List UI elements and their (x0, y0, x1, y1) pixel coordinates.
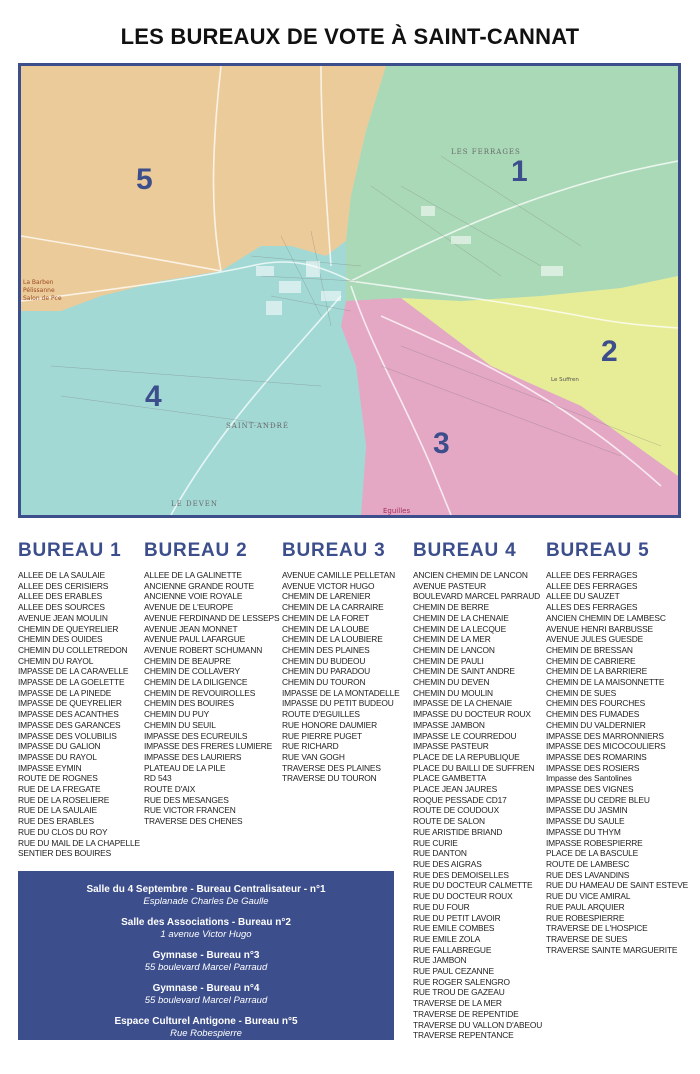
street-name: PLACE DE LA REPUBLIQUE (413, 751, 520, 762)
street-name: ROUTE DE ROGNES (18, 773, 98, 784)
voting-districts-map (18, 63, 681, 518)
street-name: IMPASSE DU DOCTEUR ROUX (413, 709, 531, 720)
street-name: RUE ROBESPIERRE (546, 912, 625, 923)
street-name: TRAVERSE DU TOURON (282, 773, 377, 784)
street-name: BOULEVARD MARCEL PARRAUD (413, 591, 541, 602)
street-name: AVENUE DE L'EUROPE (144, 602, 234, 613)
street-name: CHEMIN DES PLAINES (282, 644, 370, 655)
street-name: CHEMIN DU RAYOL (18, 655, 94, 666)
street-name: ROUTE DE SALON (413, 816, 485, 827)
bureau-4-list (413, 540, 542, 1041)
polling-station-title: Salle du 4 Septembre - Bureau Centralisateur - n°1 (86, 884, 326, 895)
bureau-1-streets (18, 570, 140, 859)
street-name: ALLEE DE LA SAULAIE (18, 570, 105, 580)
polling-station-2 (18, 917, 394, 940)
street-name: IMPASSE DU PETIT BUDEOU (282, 698, 394, 709)
street-name: IMPASSE DE LA PINEDE (18, 687, 112, 698)
street-name: AVENUE JULES GUESDE (546, 634, 644, 645)
street-name: CHEMIN DU BUDEOU (282, 655, 366, 666)
street-name: IMPASSE DES ROMARINS (546, 751, 647, 762)
street-name: RUE CURIE (413, 837, 458, 848)
street-name: RUE ROGER SALENGRO (413, 976, 510, 987)
polling-station-address: Esplanade Charles De Gaulle (143, 896, 269, 907)
map-label-ferrages: LES FERRAGES (451, 148, 521, 156)
street-name: CHEMIN DE SUES (546, 687, 617, 698)
street-name: IMPASSE DU THYM (546, 826, 621, 837)
street-name: ANCIENNE GRANDE ROUTE (144, 580, 254, 591)
street-name: AVENUE HENRI BARBUSSE (546, 623, 653, 634)
street-name: IMPASSE DES ECUREUILS (144, 730, 248, 741)
street-name: RUE DU MAIL DE LA CHAPELLE (18, 837, 140, 848)
street-name: AVENUE VICTOR HUGO (282, 580, 375, 591)
street-name: RUE DE LA FREGATE (18, 784, 101, 795)
street-name: RUE DES DEMOISELLES (413, 869, 509, 880)
street-name: CHEMIN DE LA LOUBIERE (282, 634, 383, 645)
street-name: RUE DU DOCTEUR ROUX (413, 891, 513, 902)
polling-station-title: Gymnase - Bureau n°4 (152, 983, 260, 994)
map-label-eguilles: Eguilles (383, 507, 411, 515)
bureau-5-list (546, 540, 688, 955)
street-name: TRAVERSE REPENTANCE (413, 1030, 514, 1041)
street-name: AVENUE JEAN MOULIN (18, 612, 108, 623)
bureau-5-heading: BUREAU 5 (546, 540, 650, 561)
street-name: TRAVERSE DES CHENES (144, 816, 243, 827)
street-name: TRAVERSE DE L'HOSPICE (546, 923, 648, 934)
map-label-pelissanne: Pélissanne (23, 287, 55, 294)
street-name: RUE JAMBON (413, 955, 467, 966)
street-name: TRAVERSE DE REPENTIDE (413, 1008, 519, 1019)
polling-station-address: 1 avenue Victor Hugo (160, 929, 252, 940)
street-name: ROUTE D'EGUILLES (282, 709, 360, 720)
street-name: CHEMIN DES FUMADES (546, 709, 640, 720)
street-name: RUE DU HAMEAU DE SAINT ESTEVE (546, 880, 689, 891)
street-name: CHEMIN DE SAINT ANDRE (413, 666, 515, 677)
street-name: CHEMIN DE LA CARRAIRE (282, 602, 384, 613)
street-name: RUE EMILE ZOLA (413, 933, 481, 944)
street-name: RUE VAN GOGH (282, 751, 345, 762)
street-name: RUE VICTOR FRANCEN (144, 805, 236, 816)
street-name: AVENUE CAMILLE PELLETAN (282, 570, 396, 580)
street-name: ALLEE DES ERABLES (18, 591, 103, 602)
street-name: SENTIER DES BOUIRES (18, 848, 112, 859)
street-name: CHEMIN DE LA LECQUE (413, 623, 507, 634)
street-name: AVENUE ROBERT SCHUMANN (144, 644, 263, 655)
street-name: IMPASSE DU CEDRE BLEU (546, 794, 650, 805)
street-name: PLACE DU BAILLI DE SUFFREN (413, 762, 535, 773)
bureau-3-streets (282, 570, 400, 784)
street-name: RUE DU VICE AMIRAL (546, 891, 631, 902)
street-name: ALLEE DE LA GALINETTE (144, 570, 242, 580)
street-name: CHEMIN DES BOUIRES (144, 698, 234, 709)
street-name: RUE DU CLOS DU ROY (18, 826, 108, 837)
street-name: ROQUE PESSADE CD17 (413, 794, 507, 805)
street-name: ALLEE DES FERRAGES (546, 570, 638, 580)
bureau-3-heading: BUREAU 3 (282, 540, 386, 561)
street-name: AVENUE PAUL LAFARGUE (144, 634, 246, 645)
street-name: CHEMIN DE LA CHENAIE (413, 612, 509, 623)
street-name: IMPASSE DE LA MONTADELLE (282, 687, 400, 698)
street-name: CHEMIN DE PAULI (413, 655, 484, 666)
street-name: RUE PAUL CEZANNE (413, 966, 494, 977)
polling-station-title: Gymnase - Bureau n°3 (152, 950, 260, 961)
street-name: RUE HONORE DAUMIER (282, 719, 378, 730)
street-name: RUE RICHARD (282, 741, 339, 752)
street-name: TRAVERSE DE LA MER (413, 998, 502, 1009)
street-name: ROUTE DE COUDOUX (413, 805, 500, 816)
street-name: PLATEAU DE LA PILE (144, 762, 226, 773)
street-name: Impasse des Santolines (546, 773, 632, 784)
street-name: RUE DES LAVANDINS (546, 869, 630, 880)
street-name: IMPASSE DES GARANCES (18, 719, 121, 730)
street-name: CHEMIN DES FOURCHES (546, 698, 646, 709)
street-name: TRAVERSE DES PLAINES (282, 762, 381, 773)
street-name: RUE DANTON (413, 848, 467, 859)
street-name: ALLES DES FERRAGES (546, 602, 638, 613)
polling-station-1 (18, 884, 394, 907)
zone-4-number: 4 (145, 380, 162, 413)
street-name: IMPASSE DES LAURIERS (144, 751, 242, 762)
bureau-3-list (282, 540, 400, 784)
street-name: CHEMIN DE COLLAVERY (144, 666, 240, 677)
street-name: TRAVERSE SAINTE MARGUERITE (546, 944, 678, 955)
polling-station-5 (18, 1016, 394, 1039)
street-name: RUE DU FOUR (413, 901, 470, 912)
street-name: IMPASSE ROBESPIERRE (546, 837, 643, 848)
bureau-2-heading: BUREAU 2 (144, 540, 248, 561)
street-name: IMPASSE DES VOLUBILIS (18, 730, 117, 741)
street-name: RD 543 (144, 773, 172, 784)
street-name: IMPASSE DU RAYOL (18, 751, 97, 762)
street-name: ALLEE DES SOURCES (18, 602, 105, 613)
street-name: RUE EMILE COMBES (413, 923, 495, 934)
street-name: RUE FALLABREGUE (413, 944, 492, 955)
polling-station-address: Rue Robespierre (170, 1028, 242, 1039)
street-name: IMPASSE DES MICOCOULIERS (546, 741, 666, 752)
zone-3-number: 3 (433, 427, 450, 460)
street-name: CHEMIN DE BRESSAN (546, 644, 633, 655)
street-name: ALLEE DES CERISIERS (18, 580, 109, 591)
map-label-salon: Salon de Pce (23, 295, 62, 302)
bureau-4-streets (413, 570, 542, 1041)
street-name: CHEMIN DE LA FORET (282, 612, 370, 623)
street-name: CHEMIN DU COLLETREDON (18, 644, 128, 655)
map-canvas (21, 66, 678, 515)
street-name: CHEMIN DU VALDERNIER (546, 719, 646, 730)
map-label-la-barben: La Barben (23, 279, 54, 286)
street-name: TRAVERSE DU VALLON D'ABEOU (413, 1019, 543, 1030)
street-name: CHEMIN DE LA MER (413, 634, 491, 645)
street-name: CHEMIN DE REVOUIROLLES (144, 687, 256, 698)
street-name: PLACE DE LA BASCULE (546, 848, 639, 859)
street-name: CHEMIN DU DEVEN (413, 677, 490, 688)
bureau-2-list (144, 540, 279, 827)
street-name: PLACE GAMBETTA (413, 773, 487, 784)
street-name: RUE DE LA SAULAIE (18, 805, 97, 816)
bureau-4-heading: BUREAU 4 (413, 540, 517, 561)
street-name: CHEMIN DE LA DILIGENCE (144, 677, 248, 688)
street-name: RUE DES AIGRAS (413, 858, 482, 869)
street-name: IMPASSE LE COURREDOU (413, 730, 517, 741)
street-name: AVENUE FERDINAND DE LESSEPS (144, 612, 280, 623)
street-name: CHEMIN DE QUEYRELIER (18, 623, 119, 634)
street-name: CHEMIN DE LA BARRIERE (546, 666, 648, 677)
street-name: TRAVERSE DE SUES (546, 933, 628, 944)
street-name: CHEMIN DU SEUIL (144, 719, 216, 730)
bureau-5-streets (546, 570, 688, 955)
polling-station-title: Salle des Associations - Bureau n°2 (121, 917, 291, 928)
street-name: CHEMIN DE BEAUPRE (144, 655, 231, 666)
street-name: RUE DES MESANGES (144, 794, 229, 805)
polling-station-title: Espace Culturel Antigone - Bureau n°5 (114, 1016, 298, 1027)
street-name: IMPASSE DE LA CHENAIE (413, 698, 513, 709)
street-name: IMPASSE PASTEUR (413, 741, 489, 752)
street-name: IMPASSE DES MARRONNIERS (546, 730, 664, 741)
street-name: CHEMIN DU PUY (144, 709, 210, 720)
street-name: IMPASSE DES FRERES LUMIERE (144, 741, 273, 752)
street-name: IMPASSE EYMIN (18, 762, 82, 773)
street-name: ROUTE D'AIX (144, 784, 196, 795)
street-name: PLACE JEAN JAURES (413, 784, 498, 795)
map-label-le-suffren: Le Suffren (551, 377, 579, 383)
bureau-2-streets (144, 570, 279, 827)
street-name: CHEMIN DU TOURON (282, 677, 366, 688)
street-name: CHEMIN DU PARADOU (282, 666, 371, 677)
street-name: CHEMIN DE LANCON (413, 644, 495, 655)
page-title: LES BUREAUX DE VOTE À SAINT-CANNAT (120, 24, 580, 49)
street-name: IMPASSE DU SAULE (546, 816, 625, 827)
street-name: IMPASSE DE QUEYRELIER (18, 698, 122, 709)
street-name: RUE DE LA ROSELIERE (18, 794, 110, 805)
polling-station-3 (18, 950, 394, 973)
street-name: ANCIEN CHEMIN DE LAMBESC (546, 612, 666, 623)
street-name: IMPASSE DU GALION (18, 741, 101, 752)
polling-station-address: 55 boulevard Marcel Parraud (144, 962, 268, 973)
street-name: IMPASSE DE LA CARAVELLE (18, 666, 129, 677)
street-name: RUE TROU DE GAZEAU (413, 987, 505, 998)
map-label-le-deven: LE DEVEN (171, 500, 218, 508)
street-name: RUE ARISTIDE BRIAND (413, 826, 503, 837)
street-name: CHEMIN DU MOULIN (413, 687, 493, 698)
zone-5-number: 5 (136, 163, 153, 196)
street-name: ANCIEN CHEMIN DE LANCON (413, 570, 528, 580)
street-name: CHEMIN DE LA LOUBE (282, 623, 370, 634)
polling-station-4 (18, 983, 394, 1006)
bureau-1-list (18, 540, 140, 859)
zone-1-number: 1 (511, 155, 528, 188)
zone-2-number: 2 (601, 335, 618, 368)
street-name: AVENUE JEAN MONNET (144, 623, 238, 634)
street-name: CHEMIN DE BERRE (413, 602, 489, 613)
street-name: CHEMIN DE LA MAISONNETTE (546, 677, 665, 688)
street-name: IMPASSE DU JASMIN (546, 805, 628, 816)
street-name: CHEMIN DES OUIDES (18, 634, 103, 645)
street-name: IMPASSE DE LA GOELETTE (18, 677, 125, 688)
street-name: IMPASSE DES ROSIERS (546, 762, 640, 773)
bureau-1-heading: BUREAU 1 (18, 540, 122, 561)
street-name: CHEMIN DE LARENIER (282, 591, 371, 602)
street-name: CHEMIN DE CABRIERE (546, 655, 636, 666)
street-name: RUE DU PETIT LAVOIR (413, 912, 501, 923)
street-name: AVENUE PASTEUR (413, 580, 486, 591)
street-name: ANCIENNE VOIE ROYALE (144, 591, 243, 602)
polling-stations-box (18, 871, 394, 1040)
street-name: IMPASSE DES ACANTHES (18, 709, 119, 720)
street-name: ROUTE DE LAMBESC (546, 858, 630, 869)
polling-station-address: 55 boulevard Marcel Parraud (144, 995, 268, 1006)
street-name: RUE PIERRE PUGET (282, 730, 362, 741)
street-name: ALLEE DES FERRAGES (546, 580, 638, 591)
map-label-saint-andre: SAINT-ANDRÉ (226, 422, 290, 430)
street-name: ALLEE DU SAUZET (546, 591, 620, 602)
street-name: RUE DU DOCTEUR CALMETTE (413, 880, 533, 891)
street-name: IMPASSE JAMBON (413, 719, 485, 730)
street-name: RUE PAUL ARQUIER (546, 901, 625, 912)
street-name: IMPASSE DES VIGNES (546, 784, 634, 795)
street-name: RUE DES ERABLES (18, 816, 94, 827)
